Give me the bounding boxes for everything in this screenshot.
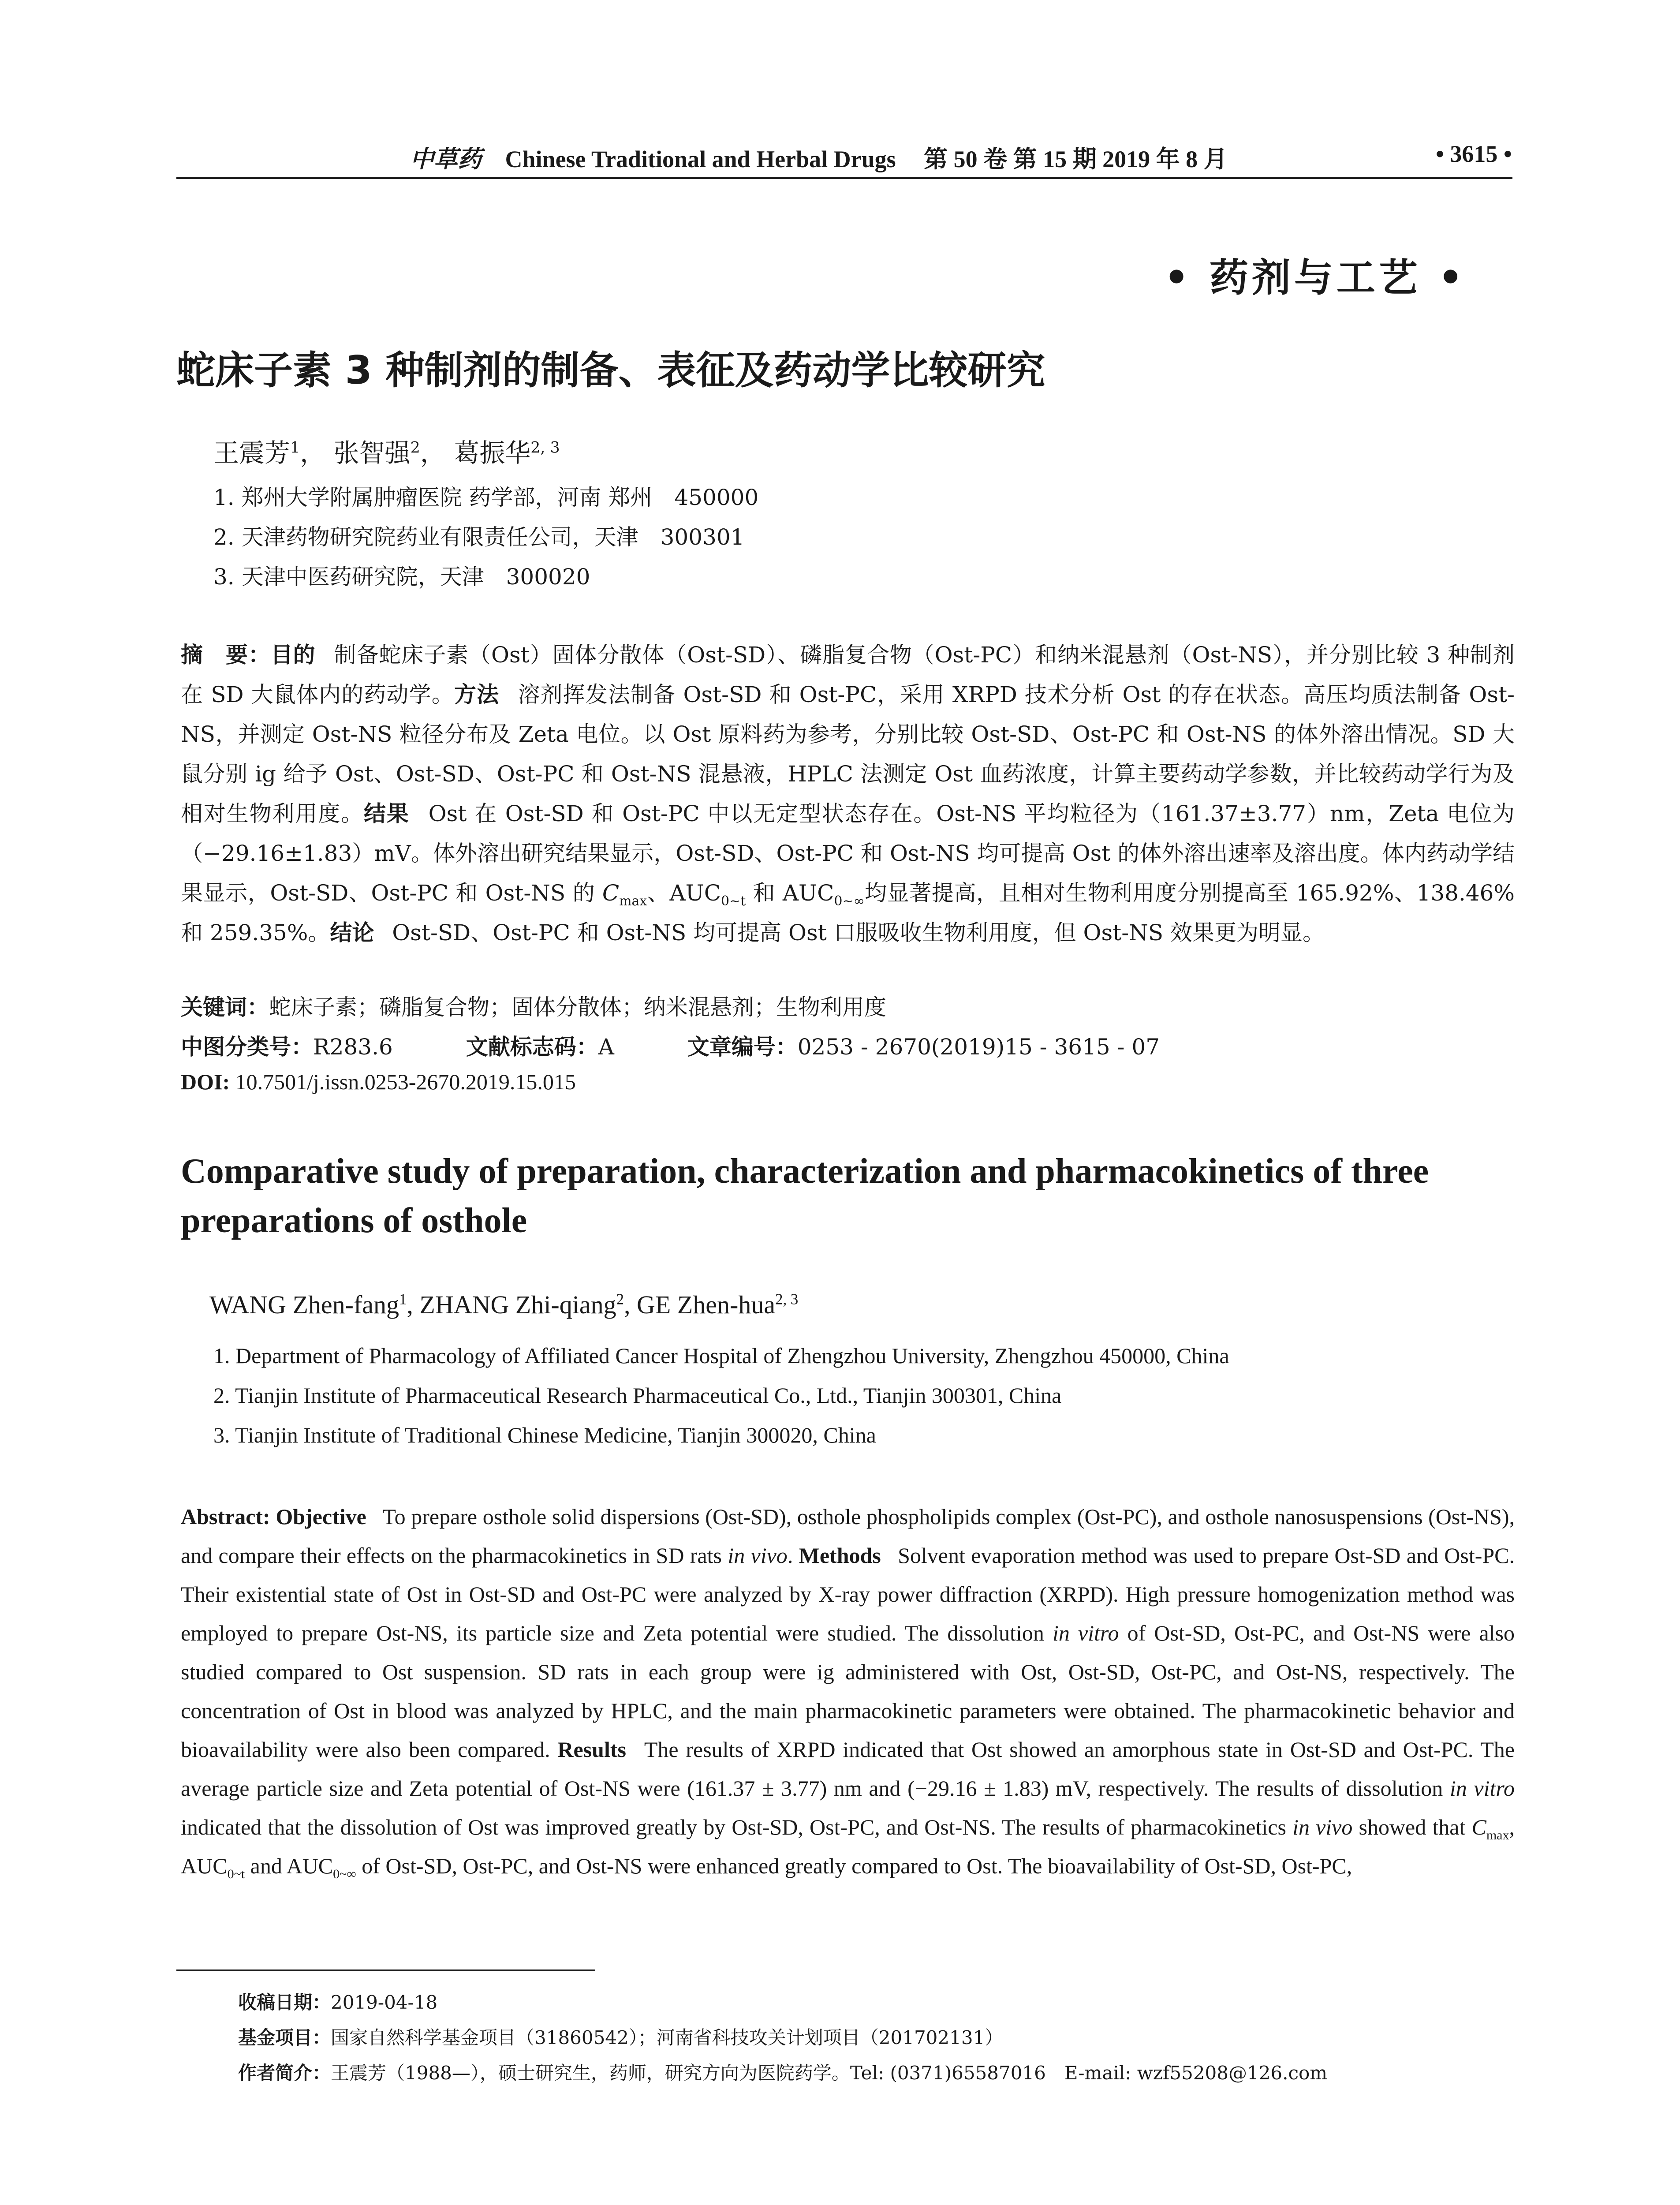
en-author-1-sup: 1 xyxy=(399,1290,407,1308)
header-rule xyxy=(176,177,1512,179)
en-in-vivo-2: in vivo xyxy=(1292,1815,1353,1839)
cn-objective-label: 目的 xyxy=(270,642,316,668)
cn-results-text-d: 均显著提高，且相对生物利用度分别提高至 165.92%、138.46%和 259.35%。 xyxy=(181,880,1515,946)
journal-name-en: Chinese Traditional and Herbal Drugs xyxy=(505,146,896,172)
en-author-3-sup: 2, 3 xyxy=(775,1290,799,1308)
journal-issue: 第 50 卷 第 15 期 2019 年 8 月 xyxy=(924,146,1228,172)
cn-objective-text: 制备蛇床子素（Ost）固体分散体（Ost-SD）、磷脂复合物（Ost-PC）和纳米混悬剂（Ost-NS），并分别比较 3 种制剂在 SD 大鼠体内的药动学。 xyxy=(181,642,1515,707)
journal-name-cn: 中草药 xyxy=(410,146,482,172)
en-title: Comparative study of preparation, characterization and pharmacokinetics of three preparations of osthole xyxy=(181,1152,1429,1240)
doi-value: 10.7501/j.issn.0253-2670.2019.15.015 xyxy=(235,1069,576,1094)
en-cmax: C xyxy=(1471,1815,1486,1839)
en-in-vitro-1: in vitro xyxy=(1052,1621,1119,1645)
en-results-text-c: showed that xyxy=(1352,1815,1472,1839)
en-methods-label: Methods xyxy=(799,1543,881,1568)
cn-results-text-c: 和 AUC xyxy=(746,880,834,906)
footnote-fund xyxy=(238,2023,1003,2050)
cn-doc-label: 文献标志码： xyxy=(466,1034,598,1060)
cn-affiliation-2: 2. 天津药物研究院药业有限责任公司，天津 300301 xyxy=(213,524,745,550)
journal-header xyxy=(410,140,1228,174)
cn-classification-line xyxy=(181,1029,1160,1061)
cn-keywords-line xyxy=(181,990,886,1021)
en-author-1: WANG Zhen-fang xyxy=(209,1290,399,1319)
en-authors: WANG Zhen-fang$^1$, ZHANG Zhi-qiang$^2$, GE Zhen-hua$^{2, 3}$ xyxy=(209,1290,799,1319)
en-cmax-sub: max xyxy=(1486,1828,1509,1842)
cn-abstract xyxy=(181,635,1515,953)
cn-authors: 王震芳$^1$， 张智强$^2$， 葛振华$^{2, 3}$ xyxy=(213,438,560,468)
cn-author-2: 张智强 xyxy=(333,438,411,468)
footnote-author xyxy=(238,2059,1327,2085)
en-author-3: GE Zhen-hua xyxy=(637,1290,776,1319)
cn-conclusion-label: 结论 xyxy=(330,920,374,946)
cn-doc-value: A xyxy=(598,1034,614,1060)
footnote-received xyxy=(238,1988,437,2014)
doi-line xyxy=(181,1069,576,1095)
cn-results-label: 结果 xyxy=(364,801,410,826)
en-affiliation-1: 1. Department of Pharmacology of Affiliated Cancer Hospital of Zhengzhou University, Zhengzhou 450000, China xyxy=(213,1343,1229,1368)
en-methods-text-b: of Ost-SD, Ost-PC, and Ost-NS were also studied compared to Ost suspension. SD rats in each group were ig administered with Ost, Ost-SD, Ost-PC, and Ost-NS, respectively. The concentration of Ost in blood was analyzed by HPLC, and the main pharmacokinetic parameters were obtained. The pharmacokinetic behavior and bioavailability were also been compared. xyxy=(181,1621,1515,1762)
cn-abstract-label: 摘 要： xyxy=(181,642,271,668)
en-objective-text: To prepare osthole solid dispersions (Ost-SD), osthole phospholipids complex (Ost-PC), and osthole nanosuspensions (Ost-NS), and compare their effects on the pharmacokinetics in SD rats xyxy=(181,1504,1515,1568)
cn-auc1-sub: 0~t xyxy=(721,893,746,909)
cn-title: 蛇床子素 3 种制剂的制备、表征及药动学比较研究 xyxy=(176,348,1045,393)
cn-affiliation-1: 1. 郑州大学附属肿瘤医院 药学部，河南 郑州 450000 xyxy=(213,485,759,510)
en-affiliation-2: 2. Tianjin Institute of Pharmaceutical Research Pharmaceutical Co., Ltd., Tianjin 300301, China xyxy=(213,1383,1062,1408)
cn-methods-label: 方法 xyxy=(454,682,500,707)
en-auc1-sub: 0~t xyxy=(227,1867,245,1881)
en-results-text-f: of Ost-SD, Ost-PC, and Ost-NS were enhanced greatly compared to Ost. The bioavailability of Ost-SD, Ost-PC, xyxy=(356,1854,1352,1878)
en-auc2-sub: 0~∞ xyxy=(333,1867,356,1881)
en-in-vitro-2: in vitro xyxy=(1449,1776,1515,1801)
en-abstract-label: Abstract: Objective xyxy=(181,1504,366,1529)
cn-cmax-sub: max xyxy=(619,893,647,909)
cn-class-value: R283.6 xyxy=(313,1034,393,1060)
en-methods-text-a: Solvent evaporation method was used to prepare Ost-SD and Ost-PC. Their existential state of Ost in Ost-SD and Ost-PC were analyzed by X-ray power diffraction (XRPD). High pressure homogenization method was employed to prepare Ost-NS, its particle size and Zeta potential were studied. The dissolution xyxy=(181,1543,1515,1645)
en-author-2: ZHANG Zhi-qiang xyxy=(419,1290,616,1319)
en-author-2-sup: 2 xyxy=(616,1290,624,1308)
cn-author-3: 葛振华 xyxy=(454,438,531,468)
cn-keywords-label: 关键词： xyxy=(181,994,269,1020)
cn-author-2-sup: 2 xyxy=(410,439,420,457)
doi-label: DOI: xyxy=(181,1069,230,1094)
cn-affiliation-3: 3. 天津中医药研究院，天津 300020 xyxy=(213,564,590,590)
cn-author-1-sup: 1 xyxy=(290,439,300,457)
fund-text: 国家自然科学基金项目（31860542）；河南省科技攻关计划项目（201702131） xyxy=(331,2027,1004,2048)
en-abstract: Abstract: Objective To prepare osthole solid dispersions (Ost-SD), osthole phospholipids complex (Ost-PC), and osthole nanosuspensions (Ost-NS), and compare their effects on the pharmacokinetics in SD rats in vivo. Methods Solvent evaporation method was used to prepare Ost-SD and Ost-PC. Their existential state of Ost in Ost-SD and Ost-PC were analyzed by X-ray power diffraction (XRPD). High pressure homogenization method was employed to prepare Ost-NS, its particle size and Zeta potential were studied. The dissolution in vitro of Ost-SD, Ost-PC, and Ost-NS were also studied compared to Ost suspension. SD rats in each group were ig administered with Ost, Ost-SD, Ost-PC, and Ost-NS, respectively. The concentration of Ost in blood was analyzed by HPLC, and the main pharmacokinetic parameters were obtained. The pharmacokinetic behavior and bioavailability were also been compared. Results The results of XRPD indicated that Ost showed an amorphous state in Ost-SD and Ost-PC. The average particle size and Zeta potential of Ost-NS were (161.37 ± 3.77) nm and (−29.16 ± 1.83) mV, respectively. The results of dissolution in vitro indicated that the dissolution of Ost was improved greatly by Ost-SD, Ost-PC, and Ost-NS. The results of pharmacokinetics in vivo showed that $C_{max}$, $AUC_{0\sim t}$ and $AUC_{0\sim\infty}$ of Ost-SD, Ost-PC, and Ost-NS were enhanced greatly compared to Ost. The bioavailability of Ost-SD, Ost-PC, xyxy=(181,1504,1515,1881)
column-heading: • 药剂与工艺 • xyxy=(1164,254,1467,300)
cn-auc2-sub: 0~∞ xyxy=(834,893,865,909)
cn-results-text-b: 、AUC xyxy=(647,880,721,906)
cn-conclusion-text: Ost-SD、Ost-PC 和 Ost-NS 均可提高 Ost 口服吸收生物利用度，但 Ost-NS 效果更为明显。 xyxy=(392,920,1325,946)
footnote-rule xyxy=(176,1970,595,1971)
cn-keywords: 蛇床子素；磷脂复合物；固体分散体；纳米混悬剂；生物利用度 xyxy=(269,994,886,1020)
author-bio-label: 作者简介： xyxy=(238,2062,331,2084)
page-number: • 3615 • xyxy=(1436,141,1512,167)
cn-cmax: C xyxy=(602,880,620,906)
received-date: 2019-04-18 xyxy=(331,1992,438,2013)
cn-article-value: 0253 - 2670(2019)15 - 3615 - 07 xyxy=(797,1034,1160,1060)
en-in-vivo-1: in vivo xyxy=(728,1543,788,1568)
en-results-text-d: , AUC xyxy=(181,1815,1515,1878)
fund-label: 基金项目： xyxy=(238,2027,331,2048)
cn-author-3-sup: 2, 3 xyxy=(530,439,560,457)
author-bio-text: 王震芳（1988—），硕士研究生，药师，研究方向为医院药学。Tel: (0371)65587016 E-mail: wzf55208@126.com xyxy=(331,2062,1328,2084)
cn-author-1: 王震芳 xyxy=(213,438,291,468)
en-results-text-b: indicated that the dissolution of Ost was improved greatly by Ost-SD, Ost-PC, and Ost-NS. The results of pharmacokinetics xyxy=(181,1815,1293,1839)
cn-methods-text: 溶剂挥发法制备 Ost-SD 和 Ost-PC，采用 XRPD 技术分析 Ost 的存在状态。高压均质法制备 Ost-NS，并测定 Ost-NS 粒径分布及 Zeta 电位。以 Ost 原料药为参考，分别比较 Ost-SD、Ost-PC 和 Ost-NS 的体外溶出情况。SD 大鼠分别 ig 给予 Ost、Ost-SD、Ost-PC 和 Ost-NS 混悬液，HPLC 法测定 Ost 血药浓度，计算主要药动学参数，并比较药动学行为及相对生物利用度。 xyxy=(181,682,1515,826)
cn-article-label: 文章编号： xyxy=(687,1034,798,1060)
en-affiliation-3: 3. Tianjin Institute of Traditional Chinese Medicine, Tianjin 300020, China xyxy=(213,1423,876,1447)
en-results-text-e: and AUC xyxy=(245,1854,333,1878)
en-results-label: Results xyxy=(557,1737,626,1762)
cn-results-text-a: Ost 在 Ost-SD 和 Ost-PC 中以无定型状态存在。Ost-NS 平均粒径为（161.37±3.77）nm，Zeta 电位为（−29.16±1.83）mV。体外溶出研究结果显示，Ost-SD、Ost-PC 和 Ost-NS 均可提高 Ost 的体外溶出速率及溶出度。体内药动学结果显示，Ost-SD、Ost-PC 和 Ost-NS 的 xyxy=(181,801,1515,906)
en-results-text-a: The results of XRPD indicated that Ost showed an amorphous state in Ost-SD and Ost-PC. The average particle size and Zeta potential of Ost-NS were (161.37 ± 3.77) nm and (−29.16 ± 1.83) mV, respectively. The results of dissolution xyxy=(181,1737,1515,1801)
cn-class-label: 中图分类号： xyxy=(181,1034,313,1060)
received-label: 收稿日期： xyxy=(238,1992,331,2013)
